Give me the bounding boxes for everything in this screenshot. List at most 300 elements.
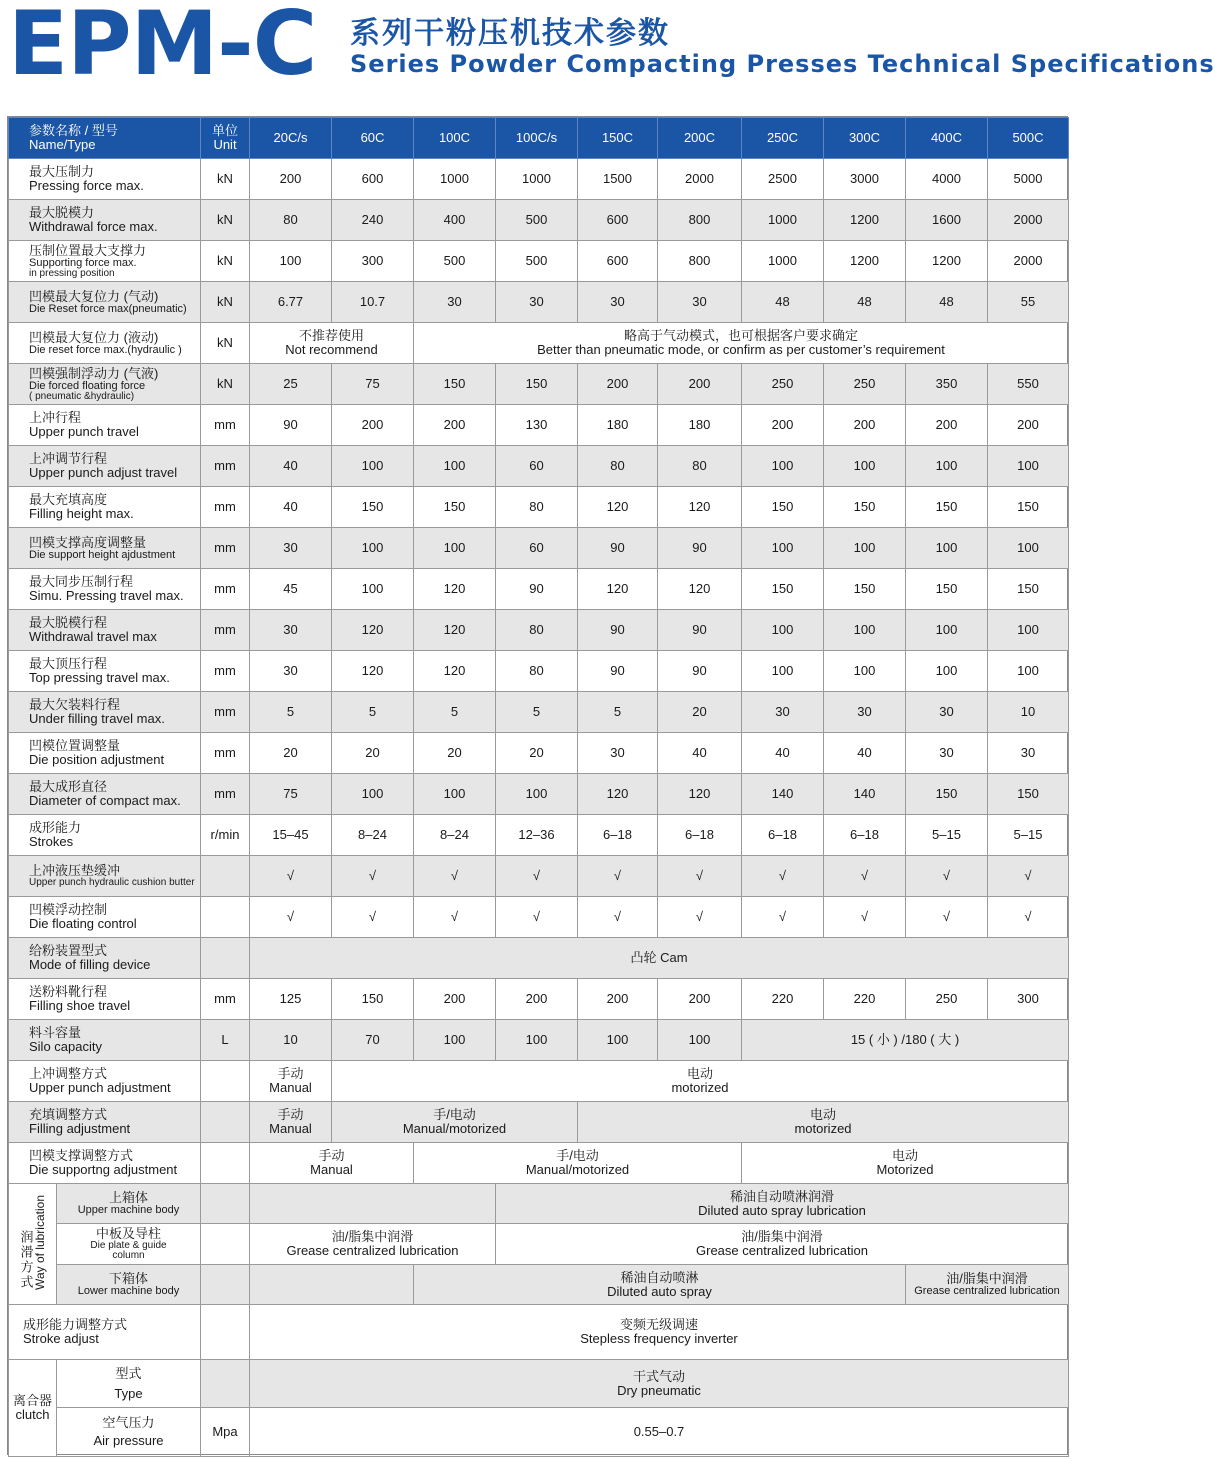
value-cell: 100	[332, 774, 414, 815]
lubrication-group-label	[9, 1184, 57, 1305]
unit-cell: mm	[201, 487, 250, 528]
value-cell: 30	[496, 282, 578, 323]
value-cell: 48	[824, 282, 906, 323]
param-name	[57, 1184, 201, 1224]
value-cn: 电动	[809, 1107, 836, 1122]
value-cell: 5–15	[988, 815, 1069, 856]
unit-cell: kN	[201, 200, 250, 241]
unit-cell: mm	[201, 610, 250, 651]
unit-cell: kN	[201, 323, 250, 364]
merged-value-cell	[250, 1102, 332, 1143]
value-cell: 40	[824, 733, 906, 774]
check-cell: √	[658, 856, 742, 897]
param-name	[57, 1224, 201, 1265]
param-name	[9, 897, 201, 938]
lubrication-en: Way of lubrication	[32, 1195, 47, 1290]
value-cell: 100	[250, 241, 332, 282]
value-cell: 1200	[824, 200, 906, 241]
param-name	[57, 1408, 201, 1457]
value-en: motorized	[794, 1121, 852, 1136]
param-name	[9, 1020, 201, 1061]
value-cell: 600	[332, 159, 414, 200]
value-cell: 100	[742, 610, 824, 651]
param-cn: 最大充填高度	[29, 492, 108, 507]
unit-cell	[201, 1360, 250, 1408]
merged-value-cell	[250, 1061, 332, 1102]
value-cell: 1200	[906, 241, 988, 282]
value-cell: 100	[988, 446, 1069, 487]
value-cell: 100	[658, 1020, 742, 1061]
value-cell: 30	[742, 692, 824, 733]
param-en: Upper machine body	[77, 1204, 180, 1216]
param-name	[9, 1143, 201, 1184]
param-name	[9, 282, 201, 323]
value-cell: 20	[658, 692, 742, 733]
table-row	[9, 1224, 1069, 1265]
title-chinese: 系列干粉压机技术参数	[350, 16, 670, 51]
value-cell: 60	[496, 446, 578, 487]
unit-cell	[201, 897, 250, 938]
param-en: Filling adjustment	[29, 1121, 131, 1136]
param-name	[9, 692, 201, 733]
param-cn: 最大同步压制行程	[29, 574, 134, 589]
param-cn: 送粉料靴行程	[29, 984, 108, 999]
param-cn: 凹模强制浮动力 (气液)	[29, 365, 159, 381]
table-row	[9, 569, 1069, 610]
value-cell: 400	[414, 200, 496, 241]
param-en: Die floating control	[29, 916, 137, 931]
value-cell: 600	[578, 241, 658, 282]
value-cell: 90	[658, 610, 742, 651]
value-cell: 150	[824, 569, 906, 610]
page-header	[0, 0, 1215, 108]
value-en: Manual/motorized	[402, 1121, 507, 1136]
value-cell: 100	[496, 1020, 578, 1061]
table-row	[9, 159, 1069, 200]
check-cell: √	[988, 856, 1069, 897]
table-row	[9, 323, 1069, 364]
value-cell: 12–36	[496, 815, 578, 856]
check-cell: √	[988, 897, 1069, 938]
value-cn: 略高于气动模式，也可根据客户要求确定	[623, 328, 858, 343]
value-cell: 120	[578, 487, 658, 528]
value-cell: 100	[578, 1020, 658, 1061]
value-cell: 30	[824, 692, 906, 733]
value-cell: 150	[988, 487, 1069, 528]
value-cell: 20	[250, 733, 332, 774]
value-cell: 90	[578, 610, 658, 651]
value-cell: 200	[742, 405, 824, 446]
unit-cell: mm	[201, 405, 250, 446]
value-cell: 150	[742, 487, 824, 528]
check-cell: √	[414, 856, 496, 897]
value-cell: 150	[414, 364, 496, 405]
value-cell: 100	[906, 446, 988, 487]
value-cell: 90	[658, 651, 742, 692]
value-en: Grease centralized lubrication	[286, 1243, 459, 1258]
param-name	[9, 1305, 201, 1360]
table-row	[9, 856, 1069, 897]
value-cell: 30	[988, 733, 1069, 774]
param-name	[9, 774, 201, 815]
unit-cell	[201, 1224, 250, 1265]
check-cell: √	[332, 856, 414, 897]
merged-value-cell	[906, 1265, 1069, 1305]
table-row	[9, 241, 1069, 282]
value-cell: 8–24	[332, 815, 414, 856]
unit-cell: kN	[201, 364, 250, 405]
value-cell: 150	[496, 364, 578, 405]
value-cn: 手动	[318, 1148, 345, 1163]
param-cn: 上冲调节行程	[29, 451, 108, 466]
value-en: Not recommend	[285, 342, 378, 357]
value-cell: 250	[742, 364, 824, 405]
value-cell: 100	[496, 774, 578, 815]
param-cn: 中板及导柱	[95, 1226, 161, 1241]
value-cell: 90	[658, 528, 742, 569]
table-row	[9, 1408, 1069, 1457]
param-en: Diameter of compact max.	[29, 793, 181, 808]
value-cell: 20	[414, 733, 496, 774]
value-en: Grease centralized lubrication	[914, 1285, 1060, 1297]
value-cell: 100	[988, 610, 1069, 651]
merged-value-cell: 凸轮 Cam	[250, 938, 1069, 979]
param-name	[9, 856, 201, 897]
param-en: Die reset force max.(hydraulic )	[29, 343, 182, 356]
value-cell: 100	[824, 651, 906, 692]
param-cn: 料斗容量	[29, 1025, 82, 1040]
value-en: Manual	[269, 1121, 312, 1136]
unit-cell	[201, 1061, 250, 1102]
value-cell: 150	[906, 487, 988, 528]
value-cn: 干式气动	[632, 1368, 685, 1384]
value-cell: 100	[988, 651, 1069, 692]
table-row	[9, 1265, 1069, 1305]
merged-value-cell	[250, 1224, 496, 1265]
model-header: 60C	[332, 118, 414, 159]
value-cell: 120	[414, 610, 496, 651]
value-cell: 100	[906, 610, 988, 651]
param-name	[9, 364, 201, 405]
value-cell: 150	[988, 774, 1069, 815]
value-cell: 140	[742, 774, 824, 815]
value-cell: 100	[988, 528, 1069, 569]
check-cell: √	[578, 856, 658, 897]
value-cell: 100	[824, 446, 906, 487]
value-en: Diluted auto spray lubrication	[698, 1202, 866, 1218]
value-cell: 20	[496, 733, 578, 774]
param-cn: 上冲调整方式	[29, 1066, 108, 1081]
param-name	[9, 733, 201, 774]
value-cell: 60	[496, 528, 578, 569]
value-en: Dry pneumatic	[617, 1382, 701, 1398]
value-cell: 3000	[824, 159, 906, 200]
table-row	[9, 1020, 1069, 1061]
param-en: Filling shoe travel	[29, 998, 131, 1013]
check-cell: √	[496, 897, 578, 938]
unit-cell: mm	[201, 651, 250, 692]
value-cell: 200	[658, 364, 742, 405]
param-cn: 凹模支撑调整方式	[29, 1148, 134, 1163]
value-cell: 25	[250, 364, 332, 405]
table-row	[9, 897, 1069, 938]
param-name	[9, 610, 201, 651]
header-name-cn: 参数名称 / 型号	[29, 123, 118, 138]
value-cell: 150	[742, 569, 824, 610]
check-cell: √	[414, 897, 496, 938]
table-row	[9, 282, 1069, 323]
value-cn: 稀油自动喷淋	[620, 1269, 699, 1285]
param-cn: 最大压制力	[29, 164, 95, 179]
param-name	[9, 569, 201, 610]
value-cell: 48	[742, 282, 824, 323]
unit-cell: mm	[201, 528, 250, 569]
value-cell: 2500	[742, 159, 824, 200]
value-cell: 120	[578, 774, 658, 815]
check-cell: √	[824, 856, 906, 897]
value-en: motorized	[671, 1080, 729, 1095]
value-cn: 变频无级调速	[619, 1317, 698, 1332]
value-cell: 130	[496, 405, 578, 446]
value-cell: 100	[906, 528, 988, 569]
value-cell: 1000	[742, 200, 824, 241]
param-en: Die position adjustment	[29, 752, 165, 767]
value-cell: 100	[906, 651, 988, 692]
value-cell: 200	[578, 364, 658, 405]
table-row	[9, 774, 1069, 815]
table-row	[9, 733, 1069, 774]
value-cell: 6.77	[250, 282, 332, 323]
value-cell: 30	[578, 282, 658, 323]
table-row	[9, 1184, 1069, 1224]
param-cn: 最大欠装料行程	[29, 697, 121, 712]
value-cell: 120	[578, 569, 658, 610]
clutch-group-label	[9, 1360, 57, 1457]
value-cn: 不推荐使用	[298, 328, 364, 343]
value-cell: 500	[414, 241, 496, 282]
value-en: Grease centralized lubrication	[696, 1243, 868, 1258]
model-header: 20C/s	[250, 118, 332, 159]
param-cn: 成形能力调整方式	[23, 1317, 128, 1332]
param-cn: 最大脱模行程	[29, 615, 108, 630]
value-cell: 500	[496, 241, 578, 282]
param-en: Upper punch adjust travel	[29, 465, 178, 480]
param-cn: 最大脱模力	[29, 205, 95, 220]
table-row	[9, 200, 1069, 241]
value-cell: 150	[414, 487, 496, 528]
param-en: Die Reset force max(pneumatic)	[29, 302, 187, 315]
param-cn: 凹模支撑高度调整量	[29, 534, 147, 550]
param-en: Die supportng adjustment	[29, 1162, 178, 1177]
table-row	[9, 446, 1069, 487]
value-cell: 100	[414, 528, 496, 569]
value-cell: 80	[496, 487, 578, 528]
unit-cell	[201, 856, 250, 897]
value-cell: 4000	[906, 159, 988, 200]
value-cell: 8–24	[414, 815, 496, 856]
merged-value-cell	[414, 1143, 742, 1184]
value-cell: 55	[988, 282, 1069, 323]
value-cell: 200	[250, 159, 332, 200]
param-name	[9, 1061, 201, 1102]
table-row	[9, 651, 1069, 692]
param-en: Strokes	[29, 834, 74, 849]
param-name	[57, 1360, 201, 1408]
value-cell: 40	[658, 733, 742, 774]
value-cell: 100	[332, 569, 414, 610]
value-cell: 600	[578, 200, 658, 241]
value-cell: 30	[250, 610, 332, 651]
param-name	[9, 979, 201, 1020]
param-name	[9, 323, 201, 364]
model-header: 100C/s	[496, 118, 578, 159]
unit-cell: Mpa	[201, 1408, 250, 1457]
value-cell: 200	[658, 979, 742, 1020]
param-en: Withdrawal force max.	[29, 219, 158, 234]
param-en: Upper punch hydraulic cushion butter	[29, 877, 195, 888]
value-cell: 90	[578, 651, 658, 692]
param-en: Die support height ajdustment	[29, 548, 176, 561]
value-cell: 80	[658, 446, 742, 487]
check-cell: √	[742, 856, 824, 897]
unit-cell: L	[201, 1020, 250, 1061]
param-en: Die forced floating force	[29, 379, 146, 392]
value-cell: 1600	[906, 200, 988, 241]
series-logo: EPM-C	[8, 0, 317, 95]
value-cell: 30	[906, 733, 988, 774]
unit-cell	[201, 1184, 250, 1224]
param-en: Air pressure	[93, 1433, 164, 1448]
param-en: Stroke adjust	[23, 1331, 99, 1346]
unit-cell: r/min	[201, 815, 250, 856]
value-cell: 5	[578, 692, 658, 733]
check-cell: √	[496, 856, 578, 897]
value-cell: 40	[742, 733, 824, 774]
unit-cell: mm	[201, 692, 250, 733]
value-cell: 90	[250, 405, 332, 446]
unit-cell: mm	[201, 733, 250, 774]
value-cell: 100	[742, 528, 824, 569]
unit-cell	[201, 1102, 250, 1143]
unit-cell: mm	[201, 774, 250, 815]
param-en: Withdrawal travel max	[29, 629, 157, 644]
value-cell: 5	[332, 692, 414, 733]
value-cn: 手动	[277, 1066, 304, 1081]
value-cell: 220	[824, 979, 906, 1020]
check-cell: √	[906, 856, 988, 897]
value-cell: 100	[414, 1020, 496, 1061]
merged-value-cell	[332, 1102, 578, 1143]
value-cell: 150	[332, 487, 414, 528]
merged-value-cell	[496, 1184, 1069, 1224]
param-cn: 凹模位置调整量	[29, 738, 121, 753]
table-row	[9, 1305, 1069, 1360]
value-cell: 2000	[988, 241, 1069, 282]
table-row	[9, 938, 1069, 979]
value-cell: 120	[658, 774, 742, 815]
merged-value-cell	[332, 1061, 1069, 1102]
merged-value-cell	[578, 1102, 1069, 1143]
table-row	[9, 1143, 1069, 1184]
merged-value-cell	[414, 1265, 906, 1305]
value-cell: 100	[742, 651, 824, 692]
value-cell: 30	[414, 282, 496, 323]
value-cell: 1000	[496, 159, 578, 200]
header-unit-en: Unit	[213, 137, 237, 152]
check-cell: √	[250, 856, 332, 897]
param-name	[9, 938, 201, 979]
param-cn: 型式	[115, 1365, 142, 1381]
value-cell: 200	[414, 979, 496, 1020]
param-cn: 上冲行程	[29, 410, 82, 425]
value-cell: 150	[824, 487, 906, 528]
value-cell: 120	[658, 487, 742, 528]
value-cell: 300	[332, 241, 414, 282]
param-name	[9, 528, 201, 569]
value-cn: 稀油自动喷淋润滑	[729, 1188, 834, 1204]
model-header: 100C	[414, 118, 496, 159]
value-cell: 6–18	[578, 815, 658, 856]
value-cell: 5	[250, 692, 332, 733]
merged-value-cell	[250, 1305, 1069, 1360]
table-row	[9, 405, 1069, 446]
value-cn: 油/脂集中润滑	[331, 1229, 414, 1244]
param-en: Filling height max.	[29, 506, 134, 521]
spec-table	[8, 117, 1069, 1457]
value-cn: 手动	[277, 1107, 304, 1122]
value-cell: 125	[250, 979, 332, 1020]
value-cell: 70	[332, 1020, 414, 1061]
header-row	[9, 118, 1069, 159]
param-en: in pressing position	[29, 267, 115, 279]
value-cell: 250	[824, 364, 906, 405]
value-cell: 1000	[414, 159, 496, 200]
value-cn: 手/电动	[433, 1107, 476, 1122]
check-cell: √	[250, 897, 332, 938]
value-cn: 油/脂集中润滑	[741, 1229, 823, 1244]
value-cell: 30	[250, 651, 332, 692]
lubrication-vertical-label	[18, 1195, 48, 1293]
value-cell: 48	[906, 282, 988, 323]
check-cell: √	[658, 897, 742, 938]
value-cell: 100	[742, 446, 824, 487]
param-en: Upper punch travel	[29, 424, 139, 439]
param-name	[9, 241, 201, 282]
merged-value-cell	[250, 1143, 414, 1184]
value-cell: 200	[578, 979, 658, 1020]
unit-cell: mm	[201, 446, 250, 487]
table-row	[9, 979, 1069, 1020]
value-en: Manual	[310, 1162, 353, 1177]
lubrication-cn: 润滑方式	[18, 1229, 34, 1290]
value-cell: 100	[414, 446, 496, 487]
model-header: 400C	[906, 118, 988, 159]
value-cell: 10	[250, 1020, 332, 1061]
value-cell: 550	[988, 364, 1069, 405]
value-cell: 140	[824, 774, 906, 815]
value-cell: 200	[906, 405, 988, 446]
empty-cell	[250, 1184, 496, 1224]
param-en: Supporting force max.	[29, 256, 137, 269]
value-cell: 500	[496, 200, 578, 241]
value-cell: 200	[496, 979, 578, 1020]
value-cell: 80	[496, 610, 578, 651]
value-cell: 45	[250, 569, 332, 610]
merged-value-cell	[414, 323, 1069, 364]
value-en: Diluted auto spray	[607, 1283, 712, 1299]
unit-cell: kN	[201, 241, 250, 282]
value-cell: 180	[578, 405, 658, 446]
